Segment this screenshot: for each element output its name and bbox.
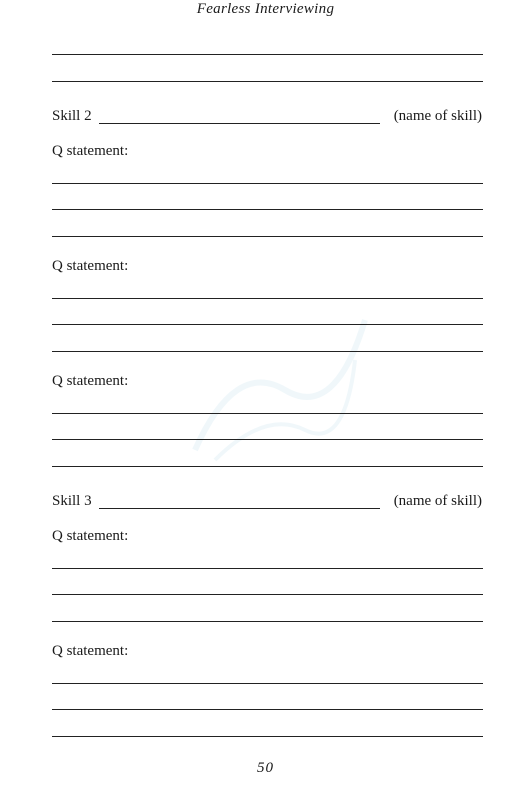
q-statement-label: Q statement: [52,258,129,274]
writing-line[interactable] [52,298,483,299]
writing-line[interactable] [52,736,483,737]
q-statement-label: Q statement: [52,373,129,389]
skill-name-blank[interactable] [99,123,380,124]
writing-line[interactable] [52,709,483,710]
q-statement-label: Q statement: [52,143,129,159]
writing-line[interactable] [52,351,483,352]
page-number: 50 [257,760,274,776]
q-statement-label: Q statement: [52,528,129,544]
writing-line[interactable] [52,81,483,82]
writing-line[interactable] [52,466,483,467]
skill-name-blank[interactable] [99,508,380,509]
skill-row-3 [52,493,482,513]
writing-line[interactable] [52,413,483,414]
writing-line[interactable] [52,236,483,237]
writing-line[interactable] [52,183,483,184]
q-statement-label: Q statement: [52,643,129,659]
skill-name-hint: (name of skill) [393,493,482,509]
running-head-title: Fearless Interviewing [196,1,335,17]
writing-line[interactable] [52,209,483,210]
skill-label: Skill 3 [52,493,92,509]
watermark-graphic [175,300,375,480]
skill-label: Skill 2 [52,108,92,124]
writing-line[interactable] [52,439,483,440]
writing-line[interactable] [52,594,483,595]
writing-line[interactable] [52,568,483,569]
skill-row-2 [52,108,482,128]
writing-line[interactable] [52,621,483,622]
skill-name-hint: (name of skill) [393,108,482,124]
writing-line[interactable] [52,683,483,684]
writing-line[interactable] [52,54,483,55]
writing-line[interactable] [52,324,483,325]
